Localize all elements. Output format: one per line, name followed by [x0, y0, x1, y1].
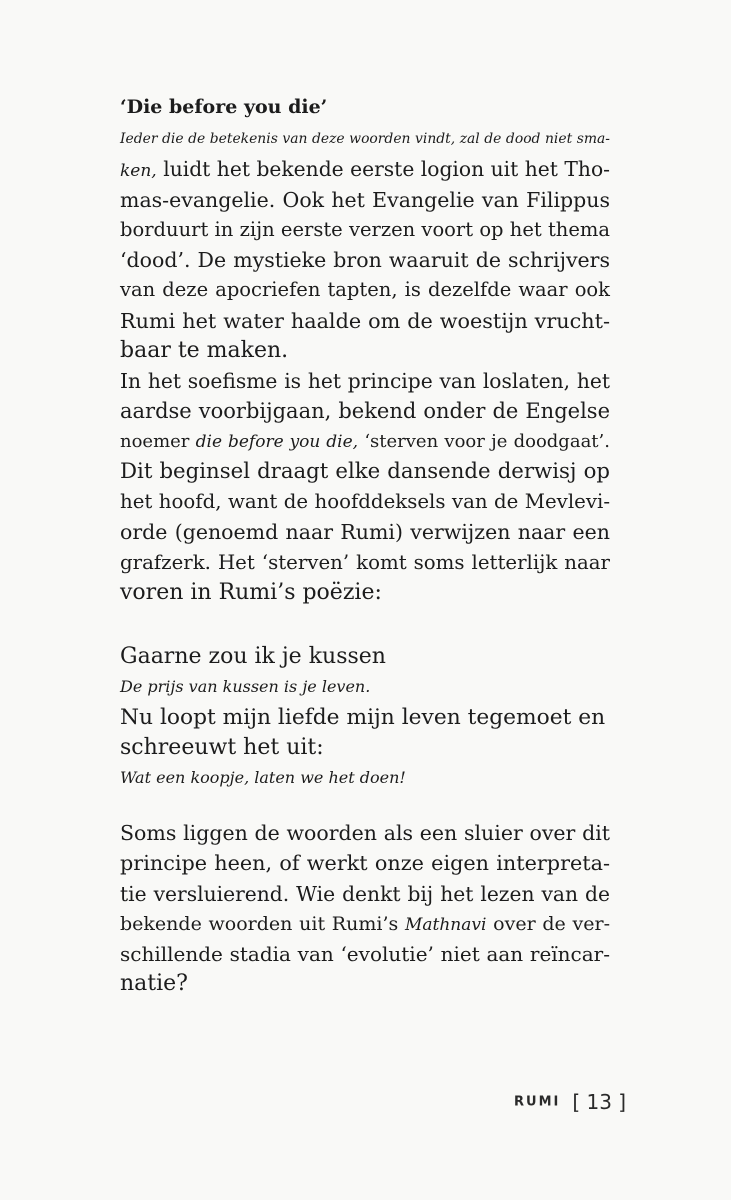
logion-quote: Ieder die de betekenis van deze woorden vindt, zal de dood niet sma- [120, 131, 610, 147]
line-text: principe heen, of werkt onze eigen interpreta- [120, 851, 610, 876]
paragraph-2 [120, 366, 610, 608]
paragraph-line [120, 517, 610, 547]
line-text: Soms liggen de woorden als een sluier over dit [120, 821, 610, 845]
line-text: ‘dood’. De mystieke bron waaruit de schrijvers [120, 248, 610, 273]
line-rest: luidt het bekende eerste logion uit het Tho- [163, 157, 610, 182]
line-text: voren in Rumi’s poëzie: [120, 580, 382, 606]
paragraph-line [120, 879, 610, 909]
line-pre: noemer [120, 430, 190, 452]
paragraph-line [120, 969, 610, 999]
paragraph-line [120, 939, 610, 969]
line-text: orde (genoemd naar Rumi) verwijzen naar een [120, 520, 610, 545]
paragraph-line [120, 909, 610, 939]
line-text: aardse voorbijgaan, bekend onder de Engelse [120, 399, 610, 424]
line-text: borduurt in zijn eerste verzen voort op het thema [120, 217, 610, 241]
poem-line: schreeuwt het uit: [120, 734, 324, 760]
logion-quote-end: ken, [120, 161, 157, 182]
section-heading: ‘Die before you die’ [120, 96, 328, 118]
paragraph-line [120, 154, 610, 184]
poem-quote [120, 642, 610, 793]
paragraph-line [120, 818, 610, 848]
poem-line-italic: De prijs van kussen is je leven. [120, 677, 371, 697]
line-text: het hoofd, want de hoofddeksels van de Mevlevi- [120, 490, 610, 514]
english-phrase: die before you die, [195, 431, 359, 452]
poem-line-italic: Wat een koopje, laten we het doen! [120, 768, 406, 788]
book-title-mathnavi: Mathnavi [404, 914, 487, 935]
line-text: Rumi het water haalde om de woestijn vrucht- [120, 308, 610, 333]
poem-line: Nu loopt mijn liefde mijn leven tegemoet en [120, 704, 606, 730]
paragraph-line [120, 124, 610, 154]
running-head: RUMI [514, 1094, 561, 1110]
line-text: natie? [120, 971, 188, 997]
line-text [120, 427, 610, 457]
line-post: over de ver- [493, 912, 610, 935]
line-post: ‘sterven voor je doodgaat’. [364, 430, 610, 452]
line-text: In het soefisme is het principe van loslaten, het [120, 369, 610, 393]
paragraph-line [120, 275, 610, 305]
paragraph-line [120, 578, 610, 608]
paragraph-1 [120, 124, 610, 366]
line-text [120, 909, 610, 940]
line-pre: bekende woorden uit Rumi’s [120, 912, 399, 935]
paragraph-line [120, 396, 610, 426]
paragraph-line [120, 336, 610, 366]
line-text: grafzerk. Het ‘sterven’ komt soms letterlijk naar [120, 550, 610, 574]
paragraph-line [120, 185, 610, 215]
paragraph-3 [120, 818, 610, 1000]
paragraph-line [120, 487, 610, 517]
paragraph-line [120, 366, 610, 396]
paragraph-line [120, 457, 610, 487]
page-footer [514, 1090, 626, 1114]
paragraph-line [120, 427, 610, 457]
line-text: van deze apocriefen tapten, is dezelfde waar ook [120, 278, 610, 302]
line-text: tie versluierend. Wie denkt bij het lezen van de [120, 881, 610, 906]
paragraph-line [120, 548, 610, 578]
paragraph-line [120, 245, 610, 275]
paragraph-line [120, 215, 610, 245]
line-text: baar te maken. [120, 338, 289, 364]
page-number: [ 13 ] [572, 1090, 627, 1114]
line-text: mas-evangelie. Ook het Evangelie van Filippus [120, 187, 610, 212]
line-text: schillende stadia van ‘evolutie’ niet aan reïncar- [120, 942, 610, 967]
line-text: Dit beginsel draagt elke dansende derwisj op [120, 458, 610, 484]
paragraph-line [120, 306, 610, 336]
line-text [120, 154, 610, 186]
paragraph-line [120, 848, 610, 878]
poem-line: Gaarne zou ik je kussen [120, 644, 386, 669]
